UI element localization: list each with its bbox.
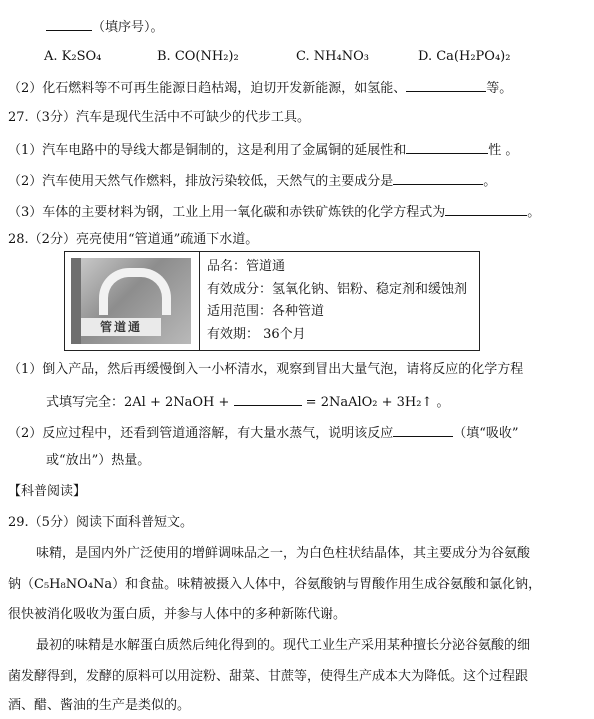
q28-part2-line1: （2）反应过程中，还看到管道通溶解，有大量水蒸气，说明该反应 （填“吸收” [8,423,519,443]
q28-part1-line2: 式填写完全：2Al + 2NaOH + = 2NaAlO₂ + 3H₂↑ 。 [46,392,450,412]
option-c: C. NH₄NO₃ [296,49,369,64]
q29-para2-line2: 菌发酵得到，发酵的原料可以用淀粉、甜菜、甘蔗等，使得生产成本大为降低。这个过程跟 [8,669,529,684]
q29-para1-line2: 钠（C₅H₈NO₄Na）和食盐。味精被摄入人体中，谷氨酸钠与胃酸作用生成谷氨酸和氯化钠， [8,577,542,592]
q26-fill-line [46,17,164,37]
answer-blank[interactable] [393,423,453,437]
option-b: B. CO(NH₂)₂ [157,49,239,64]
q26-part2: （2）化石燃料等不可再生能源日趋枯竭，迫切开发新能源，如氢能、 等。 [8,78,512,98]
q27-part3: （3）车体的主要材料为钢，工业上用一氧化碳和赤铁矿炼铁的化学方程式为 。 [8,202,540,222]
image-stripe [71,258,81,344]
q29-para1-line1: 味精，是国内外广泛使用的增鲜调味品之一，为白色柱状结晶体，其主要成分为谷氨酸 [36,546,531,561]
answer-blank[interactable] [393,171,483,185]
product-image [71,258,191,344]
q27-part1: （1）汽车电路中的导线大都是铜制的，这是利用了金属铜的延展性和 性 。 [8,140,518,160]
product-validity: 有效期： 36个月 [207,326,306,342]
answer-blank[interactable] [406,140,488,154]
product-brand-text: 管道通 [81,318,161,336]
box-divider [199,252,200,350]
q28-title: 28.（2分）亮亮使用“管道通”疏通下水道。 [8,232,259,247]
product-name: 品名：管道通 [207,259,286,274]
q27-title: 27.（3分）汽车是现代生活中不可缺少的代步工具。 [8,110,310,125]
option-d: D. Ca(H₂PO₄)₂ [418,49,511,64]
pipe-icon [99,268,171,315]
fill-hint: （填序号）。 [92,20,164,35]
section-title: 【科普阅读】 [8,484,87,499]
product-label-box [64,251,480,351]
q29-para2-line1: 最初的味精是水解蛋白质然后纯化得到的。现代工业生产采用某种擅长分泌谷氨酸的细 [36,638,531,653]
answer-blank[interactable] [406,78,486,92]
answer-blank[interactable] [234,392,302,406]
q27-part2: （2）汽车使用天然气作燃料，排放污染较低，天然气的主要成分是 。 [8,171,496,191]
product-scope: 适用范围：各种管道 [207,304,325,319]
q28-part2-line2: 或“放出”）热量。 [46,453,151,468]
product-ingredients: 有效成分：氢氧化钠、铝粉、稳定剂和缓蚀剂 [207,281,468,297]
option-a: A. K₂SO₄ [44,49,102,64]
q29-para2-line3: 酒、醋、酱油的生产是类似的。 [8,698,191,713]
product-info [207,256,467,346]
q29-para1-line3: 很快被消化吸收为蛋白质，并参与人体中的多种新陈代谢。 [8,607,347,622]
answer-blank[interactable] [445,202,527,216]
q29-title: 29.（5分）阅读下面科普短文。 [8,515,193,530]
q28-part1-line1: （1）倒入产品，然后再缓慢倒入一小杯清水，观察到冒出大量气泡，请将反应的化学方程 [8,362,524,377]
answer-blank[interactable] [46,17,92,31]
